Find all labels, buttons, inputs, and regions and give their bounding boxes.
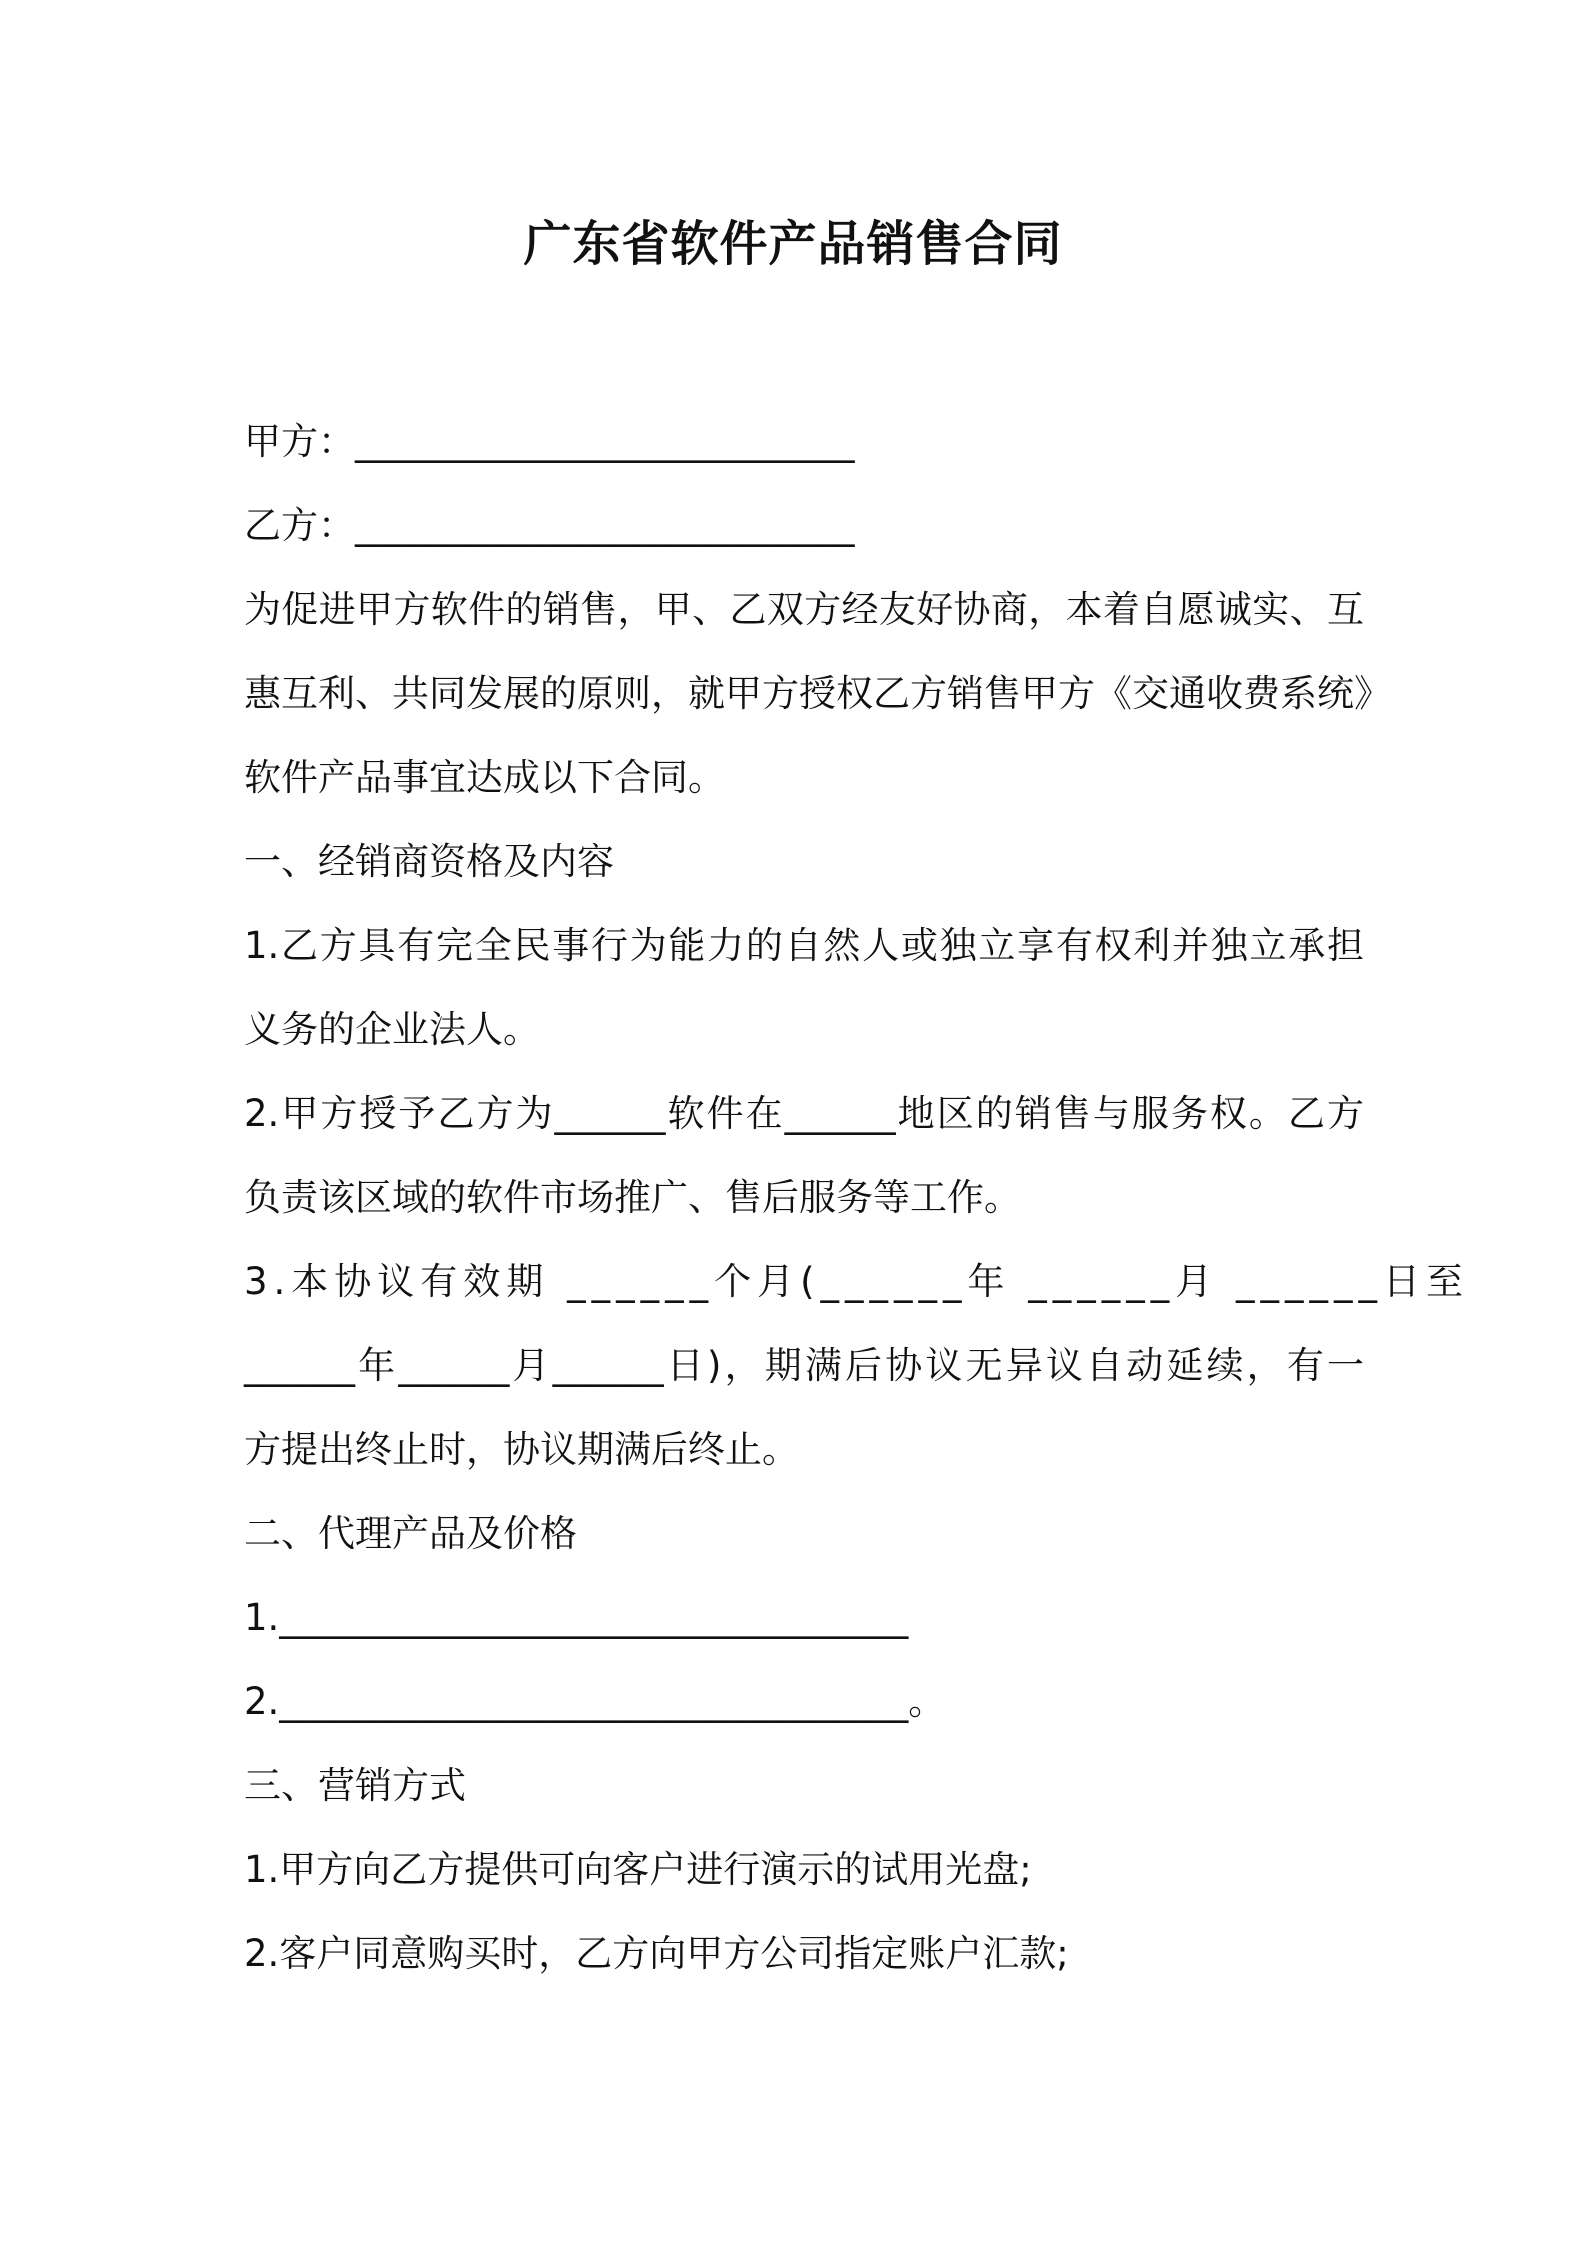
product-line-1: 1.__________________________________ xyxy=(244,1596,909,1639)
marketing-clause-2: 2.客户同意购买时，乙方向甲方公司指定账户汇款; xyxy=(244,1932,1069,1975)
section-heading-2: 二、代理产品及价格 xyxy=(244,1512,577,1555)
preamble-line-1: 为促进甲方软件的销售，甲、乙双方经友好协商，本着自愿诚实、互 xyxy=(244,588,1364,631)
clause-1-1-line-2: 义务的企业法人。 xyxy=(244,1008,540,1051)
clause-1-3-line-1: 3.本协议有效期 ______个月(______年 ______月 ______日至 xyxy=(244,1260,1470,1303)
preamble-line-3: 软件产品事宜达成以下合同。 xyxy=(244,756,725,799)
clause-1-2-line-1: 2.甲方授予乙方为______软件在______地区的销售与服务权。乙方 xyxy=(244,1092,1364,1135)
clause-1-3-line-2: ______年______月______日)，期满后协议无异议自动延续，有一 xyxy=(244,1344,1364,1387)
marketing-clause-1: 1.甲方向乙方提供可向客户进行演示的试用光盘; xyxy=(244,1848,1032,1891)
party-a-line: 甲方：___________________________ xyxy=(244,420,855,463)
section-heading-3: 三、营销方式 xyxy=(244,1764,466,1807)
clause-1-3-line-3: 方提出终止时，协议期满后终止。 xyxy=(244,1428,799,1471)
product-line-2: 2.__________________________________。 xyxy=(244,1680,946,1723)
party-b-line: 乙方：___________________________ xyxy=(244,504,855,547)
clause-1-1-line-1: 1.乙方具有完全民事行为能力的自然人或独立享有权利并独立承担 xyxy=(244,924,1364,967)
document-title: 广东省软件产品销售合同 xyxy=(523,216,1063,272)
clause-1-2-line-2: 负责该区域的软件市场推广、售后服务等工作。 xyxy=(244,1176,1021,1219)
preamble-line-2: 惠互利、共同发展的原则，就甲方授权乙方销售甲方《交通收费系统》 xyxy=(244,672,1391,715)
section-heading-1: 一、经销商资格及内容 xyxy=(244,840,614,883)
